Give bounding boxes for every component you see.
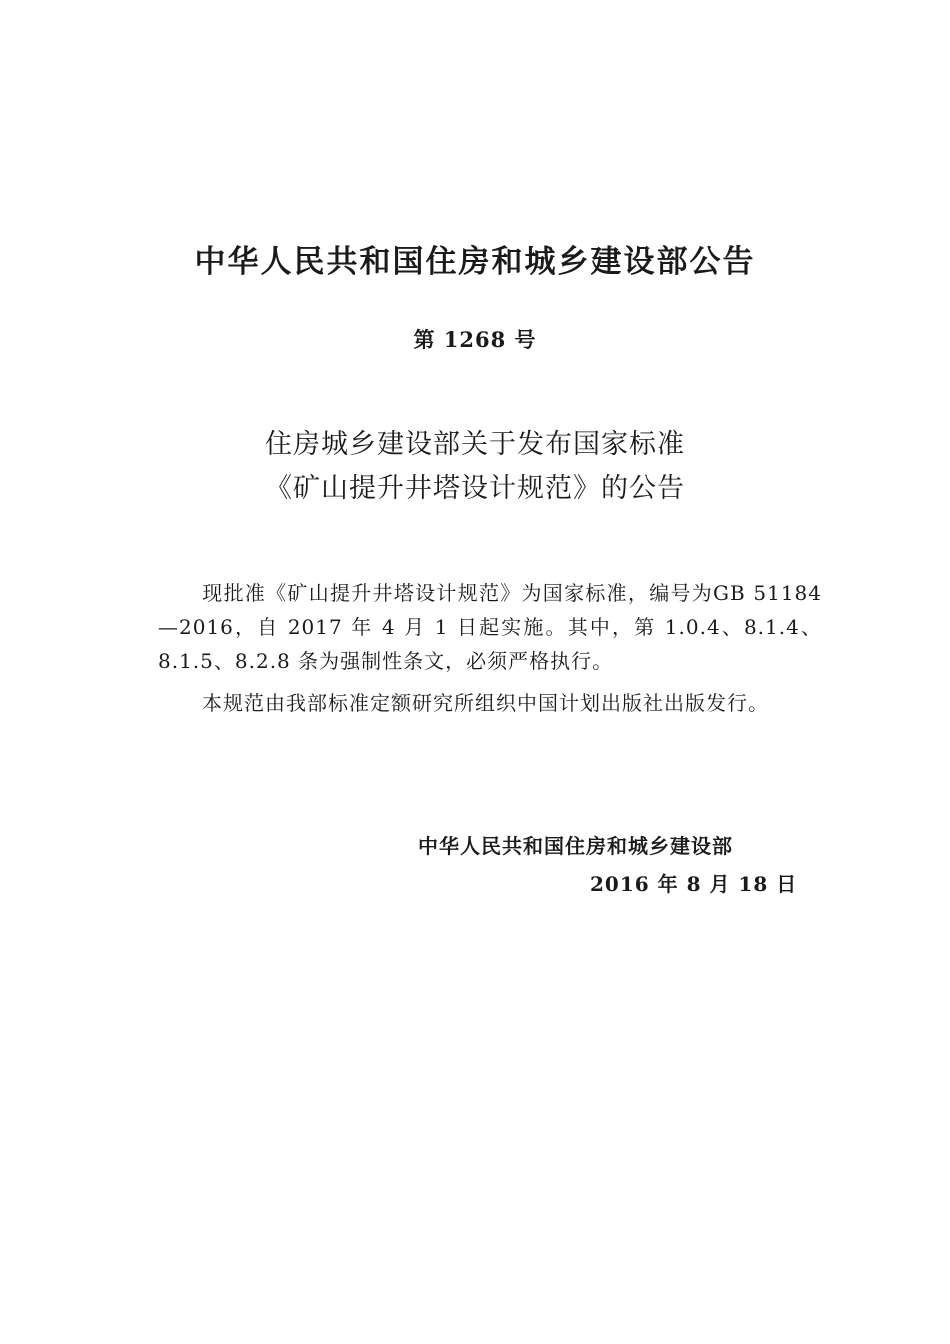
- page-title: 中华人民共和国住房和城乡建设部公告: [194, 244, 756, 280]
- subtitle-line-1: 住房城乡建设部关于发布国家标准: [265, 429, 685, 460]
- body-paragraph-1: [158, 576, 822, 678]
- announcement-number: 第 1268 号: [413, 327, 537, 352]
- body-paragraph-2: [158, 686, 822, 720]
- issue-date: 2016 年 8 月 18 日: [590, 872, 798, 896]
- subtitle-line-2: 《矿山提升井塔设计规范》的公告: [265, 473, 685, 504]
- paragraph-1-text: 现批准《矿山提升井塔设计规范》为国家标准，编号为GB 51184—2016，自 2017 年 4 月 1 日起实施。其中，第 1.0.4、8.1.4、8.1.5、8.2.8 条为强制性条文，必须严格执行。: [158, 581, 822, 673]
- paragraph-2-text: 本规范由我部标准定额研究所组织中国计划出版社出版发行。: [202, 691, 769, 715]
- issuer-signature: 中华人民共和国住房和城乡建设部: [418, 834, 733, 858]
